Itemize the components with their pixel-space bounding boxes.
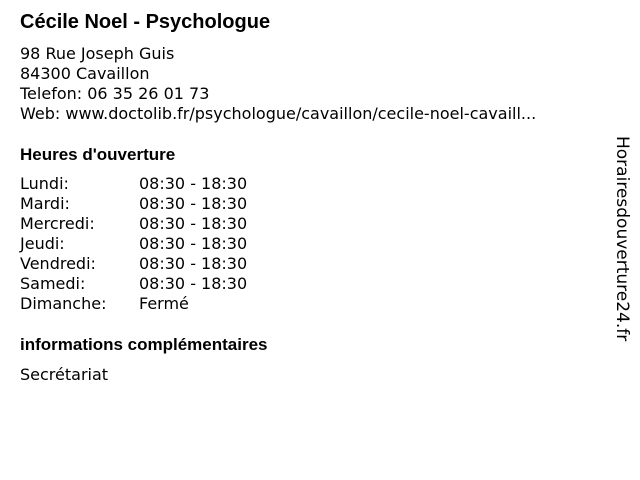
hours-row-saturday <box>20 274 247 294</box>
opening-hours-heading: Heures d'ouverture <box>20 145 176 164</box>
site-watermark: Horairesdouverture24.fr <box>612 136 632 342</box>
day-label: Mercredi: <box>20 214 95 233</box>
opening-hours-table <box>20 174 247 314</box>
hours-row-tuesday <box>20 194 247 214</box>
phone-number: Telefon: 06 35 26 01 73 <box>20 84 210 103</box>
hours-value: Fermé <box>139 294 189 313</box>
day-label: Jeudi: <box>20 234 65 253</box>
hours-value: 08:30 - 18:30 <box>139 194 248 213</box>
hours-value: 08:30 - 18:30 <box>139 214 248 233</box>
hours-row-friday <box>20 254 247 274</box>
additional-info-text: Secrétariat <box>20 365 109 384</box>
hours-row-thursday <box>20 234 247 254</box>
hours-value: 08:30 - 18:30 <box>139 254 248 273</box>
hours-value: 08:30 - 18:30 <box>139 174 248 193</box>
hours-value: 08:30 - 18:30 <box>139 274 248 293</box>
hours-row-sunday <box>20 294 247 314</box>
additional-info-heading: informations complémentaires <box>20 335 268 354</box>
day-label: Mardi: <box>20 194 70 213</box>
website-url: Web: www.doctolib.fr/psychologue/cavaillon/cecile-noel-cavaill... <box>20 104 537 123</box>
hours-row-wednesday <box>20 214 247 234</box>
hours-row-monday <box>20 174 247 194</box>
address-city: 84300 Cavaillon <box>20 64 150 83</box>
day-label: Vendredi: <box>20 254 96 273</box>
hours-value: 08:30 - 18:30 <box>139 234 248 253</box>
day-label: Lundi: <box>20 174 69 193</box>
business-title: Cécile Noel - Psychologue <box>20 11 271 33</box>
day-label: Dimanche: <box>20 294 107 313</box>
day-label: Samedi: <box>20 274 86 293</box>
address-street: 98 Rue Joseph Guis <box>20 44 175 63</box>
contact-block <box>20 44 536 124</box>
